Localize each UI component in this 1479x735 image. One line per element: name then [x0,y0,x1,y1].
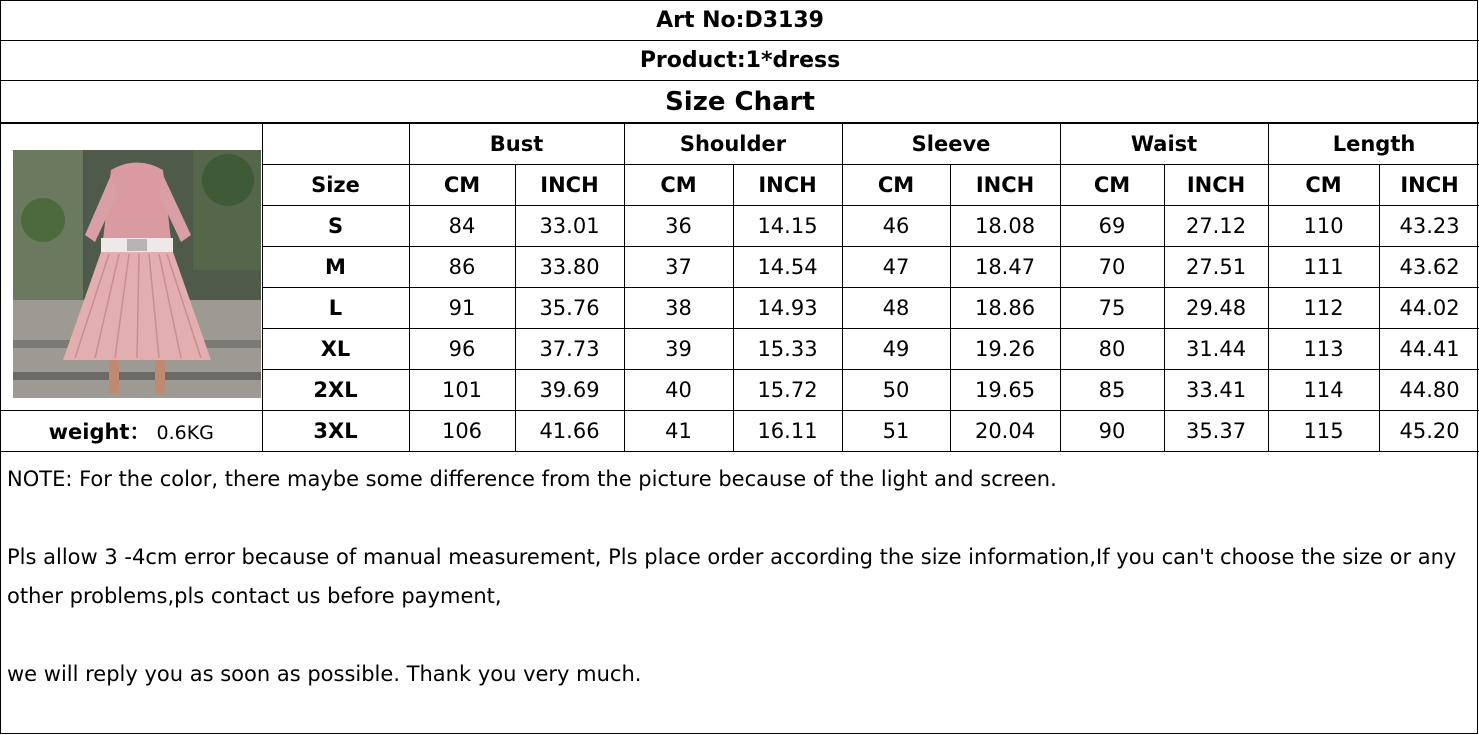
unit-cm: CM [1060,165,1164,206]
size-table [1,123,1479,452]
measurement-cell: 44.80 [1379,370,1479,411]
measurement-cell: 47 [842,247,950,288]
weight-value: 0.6KG [156,422,214,444]
measurement-cell: 101 [409,370,515,411]
group-shoulder: Shoulder [624,124,842,165]
measurement-cell: 41 [624,411,733,452]
unit-inch: INCH [950,165,1060,206]
art-number: Art No:D3139 [1,1,1479,41]
unit-inch: INCH [733,165,842,206]
measurement-cell: 35.76 [515,288,624,329]
measurement-cell: 37 [624,247,733,288]
measurement-cell: 48 [842,288,950,329]
size-label-cell: M [262,247,409,288]
group-waist: Waist [1060,124,1268,165]
unit-cm: CM [409,165,515,206]
size-label-cell: 2XL [262,370,409,411]
measurement-cell: 37.73 [515,329,624,370]
measurement-cell: 90 [1060,411,1164,452]
table-row [1,411,1479,452]
size-label-cell: XL [262,329,409,370]
blank-header-cell [262,124,409,165]
measurement-cell: 112 [1268,288,1379,329]
weight-cell [1,411,262,452]
measurement-cell: 45.20 [1379,411,1479,452]
unit-cm: CM [624,165,733,206]
measurement-cell: 19.26 [950,329,1060,370]
unit-inch: INCH [515,165,624,206]
measurement-cell: 106 [409,411,515,452]
measurement-cell: 70 [1060,247,1164,288]
measurement-cell: 44.41 [1379,329,1479,370]
measurement-cell: 69 [1060,206,1164,247]
unit-inch: INCH [1164,165,1268,206]
measurement-cell: 85 [1060,370,1164,411]
measurement-cell: 33.80 [515,247,624,288]
measurement-cell: 80 [1060,329,1164,370]
measurement-cell: 16.11 [733,411,842,452]
measurement-cell: 49 [842,329,950,370]
measurement-cell: 41.66 [515,411,624,452]
size-label-cell: S [262,206,409,247]
measurement-cell: 14.15 [733,206,842,247]
measurement-cell: 113 [1268,329,1379,370]
measurement-cell: 39 [624,329,733,370]
unit-inch: INCH [1379,165,1479,206]
measurement-cell: 27.12 [1164,206,1268,247]
measurement-cell: 46 [842,206,950,247]
measurement-cell: 115 [1268,411,1379,452]
measurement-cell: 35.37 [1164,411,1268,452]
measurement-cell: 18.47 [950,247,1060,288]
note-color: NOTE: For the color, there maybe some difference from the picture because of the light and screen. [7,467,1057,491]
measurement-cell: 44.02 [1379,288,1479,329]
measurement-cell: 27.51 [1164,247,1268,288]
measurement-cell: 36 [624,206,733,247]
measurement-cell: 38 [624,288,733,329]
measurement-cell: 50 [842,370,950,411]
measurement-cell: 86 [409,247,515,288]
measurement-cell: 29.48 [1164,288,1268,329]
measurement-cell: 18.08 [950,206,1060,247]
measurement-cell: 75 [1060,288,1164,329]
measurement-cell: 96 [409,329,515,370]
measurement-cell: 33.01 [515,206,624,247]
measurement-cell: 14.54 [733,247,842,288]
product-photo-cell [1,124,262,411]
measurement-cell: 84 [409,206,515,247]
note-reply: we will reply you as soon as possible. Thank you very much. [7,662,642,686]
measurement-cell: 51 [842,411,950,452]
chart-title: Size Chart [1,81,1479,123]
measurement-cell: 19.65 [950,370,1060,411]
measurement-cell: 111 [1268,247,1379,288]
measurement-cell: 20.04 [950,411,1060,452]
dress-photo-icon [13,150,261,398]
unit-cm: CM [1268,165,1379,206]
measurement-cell: 40 [624,370,733,411]
product-line: Product:1*dress [1,41,1479,81]
group-header-row [1,124,1479,165]
measurement-cell: 110 [1268,206,1379,247]
weight-label: weight： [48,420,151,444]
size-label-cell: L [262,288,409,329]
size-label-cell: 3XL [262,411,409,452]
measurement-cell: 18.86 [950,288,1060,329]
measurement-cell: 39.69 [515,370,624,411]
measurement-cell: 91 [409,288,515,329]
measurement-cell: 15.33 [733,329,842,370]
measurement-cell: 33.41 [1164,370,1268,411]
measurement-cell: 14.93 [733,288,842,329]
measurement-cell: 15.72 [733,370,842,411]
measurement-cell: 31.44 [1164,329,1268,370]
size-column-header: Size [262,165,409,206]
measurement-cell: 114 [1268,370,1379,411]
unit-cm: CM [842,165,950,206]
note-measurement: Pls allow 3 -4cm error because of manual measurement, Pls place order according the size information,If you can't choose the size or any other problems,pls contact us before payment, [7,545,1457,608]
group-length: Length [1268,124,1479,165]
group-bust: Bust [409,124,624,165]
group-sleeve: Sleeve [842,124,1060,165]
measurement-cell: 43.23 [1379,206,1479,247]
measurement-cell: 43.62 [1379,247,1479,288]
